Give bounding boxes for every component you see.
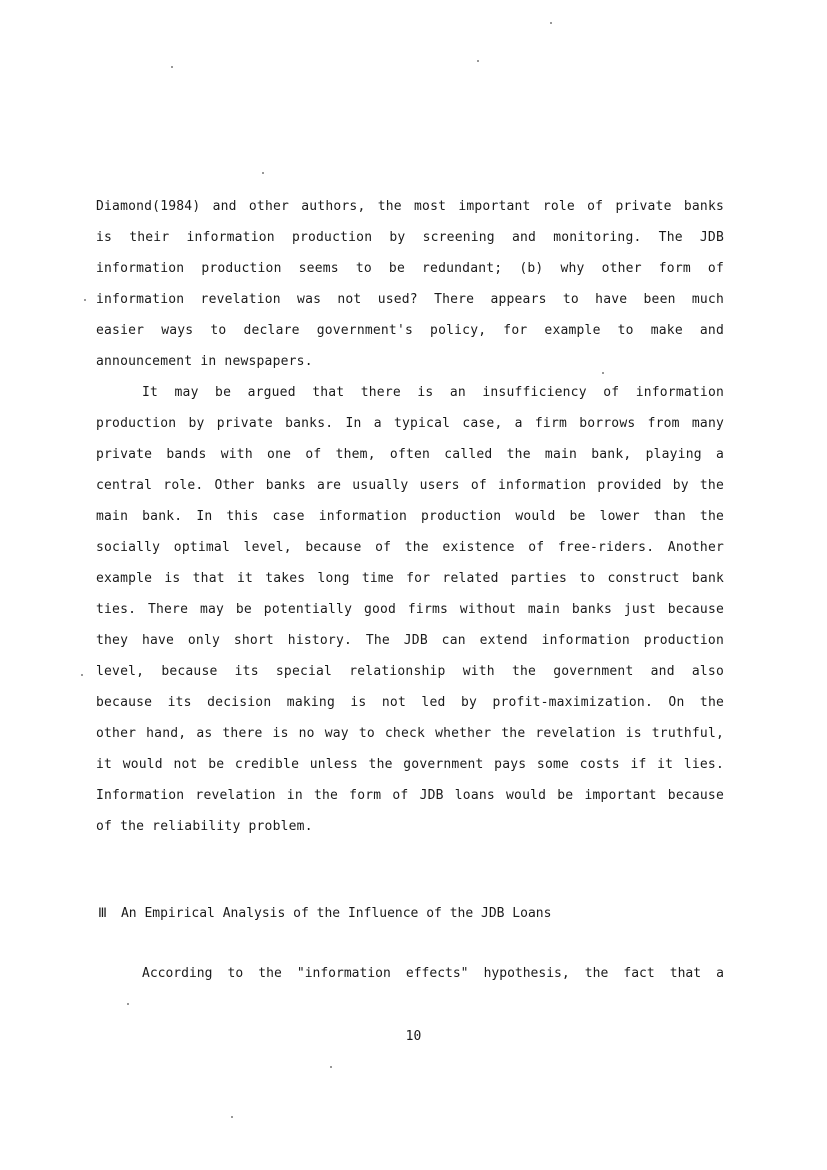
page-number: 10 [405, 1029, 422, 1044]
scan-speck [262, 172, 264, 174]
text-line: of the reliability problem. [96, 819, 313, 834]
text-line: central role. Other banks are usually users of information provided by the [96, 478, 724, 493]
text-line: socially optimal level, because of the existence of free-riders. Another [96, 540, 724, 555]
text-line: other hand, as there is no way to check whether the revelation is truthful, [96, 726, 724, 741]
scan-speck [602, 372, 604, 374]
text-line: because its decision making is not led by profit-maximization. On the [96, 695, 724, 710]
text-line: ties. There may be potentially good firms without main banks just because [96, 602, 724, 617]
section-heading [98, 902, 718, 926]
section-number: Ⅲ [98, 906, 107, 921]
text-line: level, because its special relationship with the government and also [96, 664, 724, 679]
text-line: production by private banks. In a typical case, a firm borrows from many [96, 416, 724, 431]
text-line: Information revelation in the form of JDB loans would be important because [96, 788, 724, 803]
text-line: main bank. In this case information production would be lower than the [96, 509, 724, 524]
text-line: Diamond(1984) and other authors, the most important role of private banks [96, 199, 724, 214]
text-line: information revelation was not used? There appears to have been much [96, 292, 724, 307]
body-text [96, 191, 724, 842]
text-line: is their information production by screening and monitoring. The JDB [96, 230, 724, 245]
text-line: example is that it takes long time for related parties to construct bank [96, 571, 724, 586]
text-line: information production seems to be redundant; (b) why other form of [96, 261, 724, 276]
text-line: it would not be credible unless the government pays some costs if it lies. [96, 757, 724, 772]
text-line: they have only short history. The JDB can extend information production [96, 633, 724, 648]
scan-speck [171, 66, 173, 68]
text-line: private bands with one of them, often called the main bank, playing a [96, 447, 724, 462]
scan-speck [550, 22, 552, 24]
section-title: An Empirical Analysis of the Influence of the JDB Loans [120, 906, 552, 921]
scan-speck [330, 1066, 332, 1068]
text-line: It may be argued that there is an insufficiency of information [142, 385, 724, 400]
text-line: easier ways to declare government's policy, for example to make and [96, 323, 724, 338]
scan-speck [81, 674, 83, 676]
scan-speck [84, 299, 86, 301]
scan-speck [231, 1116, 233, 1118]
paragraph-3: According to the "information effects" hypothesis, the fact that a [142, 966, 724, 981]
scan-speck [477, 60, 479, 62]
text-line: announcement in newspapers. [96, 354, 313, 369]
scan-speck [127, 1003, 129, 1005]
paragraph-1 [96, 191, 724, 377]
paragraph-2 [96, 377, 724, 842]
